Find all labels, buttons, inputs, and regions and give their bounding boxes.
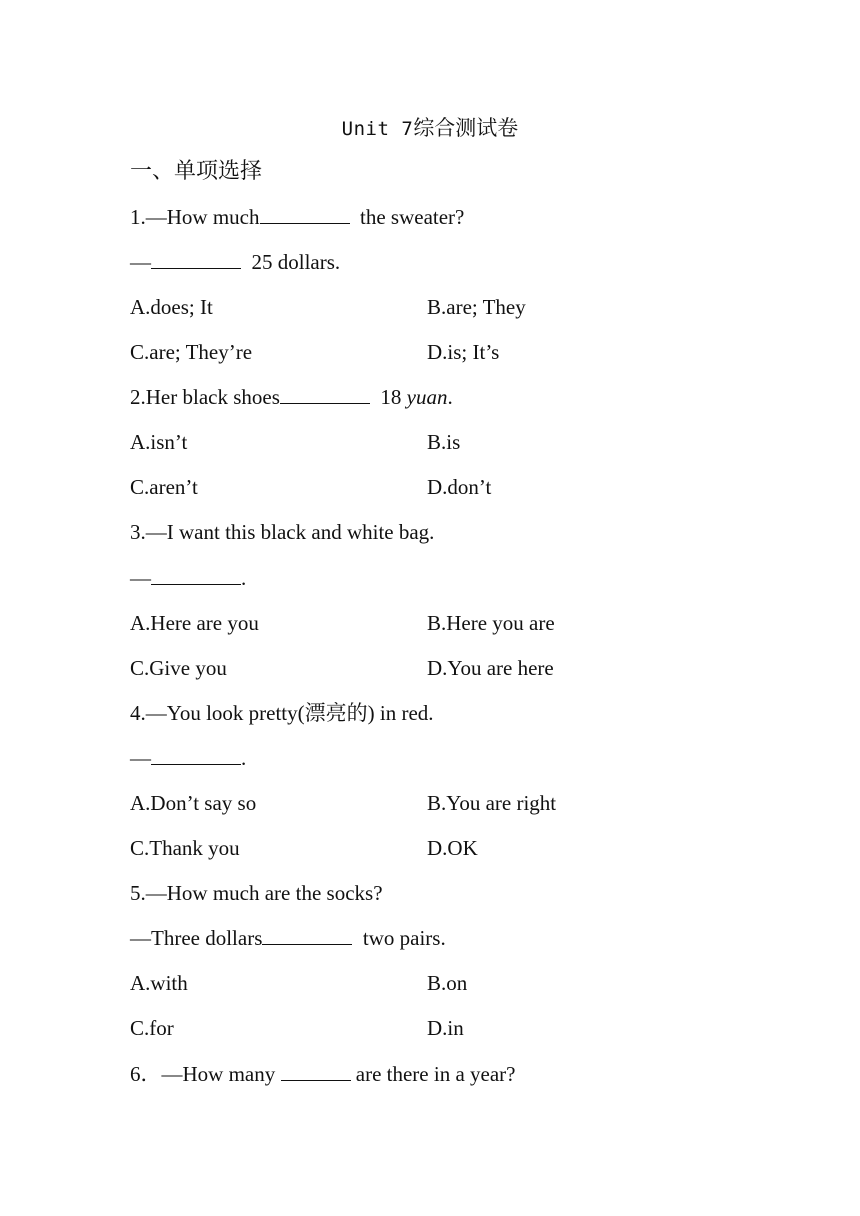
question-text: —Three dollars [130,926,263,950]
page-title [0,112,860,142]
option-d: D.You are here [427,656,554,680]
question-text: . [241,566,247,590]
question-1-stem [130,203,464,231]
question-4-reply [130,744,246,772]
question-6-stem [130,1060,515,1088]
option-b: B.Here you are [427,611,555,635]
option-d: D.in [427,1016,464,1040]
question-text: the sweater? [349,205,465,229]
answer-blank [260,203,350,224]
option-c: C.Thank you [130,836,240,860]
question-5-reply [130,924,446,952]
question-text: 25 dollars. [241,250,341,274]
section-heading: 一、单项选择 [130,158,263,183]
question-text: — [130,746,151,770]
question-2-stem [130,383,453,411]
option-d: D.is; It’s [427,340,500,364]
question-text: 2.Her black shoes [130,385,280,409]
option-d: D.don’t [427,475,492,499]
question-text: 1.—How much [130,205,260,229]
option-c: C.for [130,1016,174,1040]
question-text: 4.—You look pretty(漂亮的) in red. [130,701,434,725]
option-b: B.are; They [427,295,526,319]
answer-blank [262,924,352,945]
question-text: 5.—How much are the socks? [130,881,383,905]
question-text: two pairs. [352,926,446,950]
question-text: . [447,385,453,409]
option-a: A.Here are you [130,611,259,635]
option-b: B.on [427,971,468,995]
option-d: D.OK [427,836,478,860]
title-cjk: 综合测试卷 [413,116,519,140]
answer-blank [281,1060,351,1081]
question-3-stem [130,518,434,546]
question-text-italic: yuan [406,385,448,409]
title-unit: Unit 7 [341,118,414,140]
question-4-stem [130,699,434,727]
question-1-reply [130,248,340,276]
answer-blank [151,744,241,765]
option-c: C.are; They’re [130,340,253,364]
option-a: A.Don’t say so [130,791,257,815]
question-5-stem [130,879,383,907]
question-text: 18 [369,385,407,409]
option-b: B.You are right [427,791,557,815]
question-text: — [130,250,151,274]
option-a: A.isn’t [130,430,188,454]
option-c: C.Give you [130,656,227,680]
question-text: are there in a year? [350,1062,516,1086]
question-3-reply [130,564,246,592]
question-text: . [241,746,247,770]
option-a: A.with [130,971,188,995]
question-text: — [130,566,151,590]
option-c: C.aren’t [130,475,198,499]
answer-blank [280,383,370,404]
answer-blank [151,248,241,269]
option-b: B.is [427,430,461,454]
question-text: 3.—I want this black and white bag. [130,520,435,544]
question-text: 6．—How many [130,1062,281,1086]
answer-blank [151,564,241,585]
option-a: A.does; It [130,295,213,319]
